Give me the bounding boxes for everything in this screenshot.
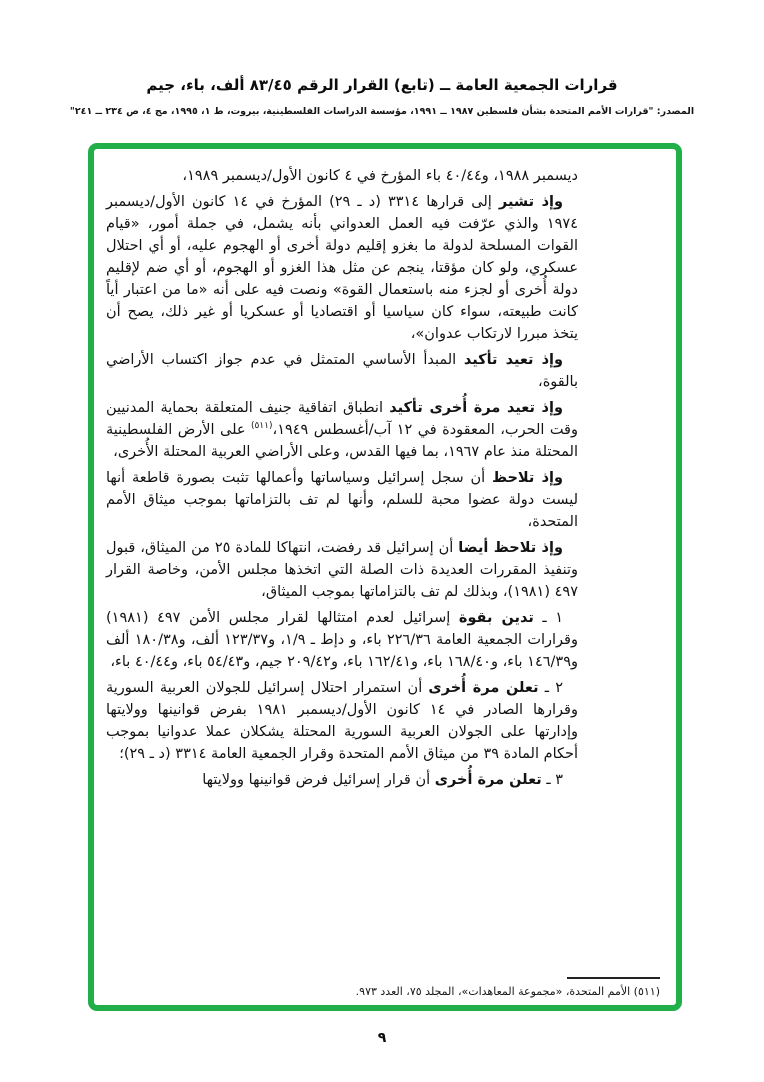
- paragraph: وإذ تعيد مرة أُخرى تأكيد انطباق اتفاقية جنيف المتعلقة بحماية المدنيين وقت الحرب، المعقودة في ١٢ آب/أغسطس ١٩٤٩،$^{(٥١١)}$ على الأرض الفلسطينية المحتلة منذ عام ١٩٦٧، بما فيها القدس، وعلى الأراضي العربية المحتلة الأُخرى،: [106, 400, 578, 460]
- paragraph-lead: وإذ تعيد مرة أُخرى تأكيد: [389, 400, 563, 416]
- paragraph: وإذ تلاحظ أيضا أن إسرائيل قد رفضت، انتهاكا للمادة ٢٥ من الميثاق، قبول وتنفيذ المقررات العديدة ذات الصلة التي اتخذها مجلس الأمن، وخاصة القرار ٤٩٧ (١٩٨١)، وبذلك لم تف بالتزاماتها بموجب الميثاق،: [106, 540, 578, 600]
- paragraph-lead: وإذ تعيد تأكيد: [463, 352, 563, 368]
- paragraph-number: ٢ ـ: [538, 680, 563, 696]
- source-line: المصدر: "قرارات الأمم المتحدة بشأن فلسطين ١٩٨٧ ــ ١٩٩١، مؤسسة الدراسات الفلسطينية، بيروت، ط ١، ١٩٩٥، مج ٤، ص ٢٣٤ ــ ٢٤١": [69, 106, 695, 117]
- footnote: [250, 977, 660, 999]
- paragraph-lead: وإذ تشير: [498, 194, 564, 210]
- paragraph: ٢ ـ تعلن مرة أُخرى أن استمرار احتلال إسرائيل للجولان العربية السورية وقرارها الصادر في ١٤ كانون الأول/ديسمبر ١٩٨١ بفرض قوانينها وولايتها وإدارتها على الجولان العربية السورية المحتلة يشكلان عملا عدوانيا بموجب أحكام المادة ٣٩ من ميثاق الأمم المتحدة وقرار الجمعية العامة ٣٣١٤ (د ـ ٢٩)؛: [106, 680, 578, 762]
- green-frame: [88, 143, 682, 1011]
- paragraph-lead: وإذ تلاحظ أيضا: [458, 540, 563, 556]
- footnote-separator-rule: [567, 977, 660, 979]
- paragraph-lead: تدين بقوة: [458, 610, 534, 626]
- paragraph: وإذ تشير إلى قرارها ٣٣١٤ (د ـ ٢٩) المؤرخ في ١٤ كانون الأول/ديسمبر ١٩٧٤ والذي عرّفت فيه العمل العدواني بأنه يشمل، في جملة أمور، «قيام القوات المسلحة لدولة ما بغزو إقليم دولة أخرى أو الهجوم عليه، أو أي احتلال عسكري، ولو كان مؤقتا، ينجم عن مثل هذا الغزو أو الهجوم، أو أي ضم لإقليم دولة أُخرى أو لجزء منه باستعمال القوة» ونصت فيه على أنه «ما من اعتبار أياً كانت طبيعته، سواء كان سياسيا أو اقتصاديا أو عسكريا أو غير ذلك، يصح أن يتخذ مبررا لارتكاب عدوان»،: [106, 194, 578, 342]
- page-title: قرارات الجمعية العامة ــ (تابع) القرار الرقم ٨٣/٤٥ ألف، باء، جيم: [146, 76, 618, 94]
- body-text: [106, 165, 578, 795]
- paragraph-lead: وإذ تلاحظ: [491, 470, 564, 486]
- footnote-ref: (٥١١): [250, 421, 273, 432]
- paragraph-number: ١ ـ: [533, 610, 563, 626]
- paragraph: ديسمبر ١٩٨٨، و٤٠/٤٤ باء المؤرخ في ٤ كانون الأول/ديسمبر ١٩٨٩،: [182, 168, 578, 184]
- paragraph: ٣ ـ تعلن مرة أُخرى أن قرار إسرائيل فرض قوانينها وولايتها: [202, 772, 563, 788]
- footnote-text: (٥١١) الأمم المتحدة، «مجموعة المعاهدات»، المجلد ٧٥، العدد ٩٧٣.: [355, 985, 660, 998]
- paragraph-number: ٣ ـ: [541, 772, 563, 788]
- page-number: ٩: [377, 1030, 387, 1046]
- paragraph-lead: تعلن مرة أُخرى: [428, 680, 539, 696]
- paragraph: وإذ تعيد تأكيد المبدأ الأساسي المتمثل في عدم جواز اكتساب الأراضي بالقوة،: [106, 352, 578, 390]
- paragraph: وإذ تلاحظ أن سجل إسرائيل وسياساتها وأعمالها تثبت بصورة قاطعة أنها ليست دولة عضوا محبة للسلم، وأنها لم تف بالتزاماتها بموجب ميثاق الأمم المتحدة،: [106, 470, 578, 530]
- paragraph-lead: تعلن مرة أُخرى: [434, 772, 542, 788]
- paragraph: ١ ـ تدين بقوة إسرائيل لعدم امتثالها لقرار مجلس الأمن ٤٩٧ (١٩٨١) وقرارات الجمعية العامة ٢٢٦/٣٦ باء، و دإط ـ ١/٩، و١٢٣/٣٧ ألف، و١٨٠/٣٨ ألف و١٤٦/٣٩ باء، و١٦٨/٤٠ باء، و١٦٢/٤١ باء، و٢٠٩/٤٢ جيم، و٥٤/٤٣ باء، و٤٠/٤٤ باء،: [106, 610, 578, 670]
